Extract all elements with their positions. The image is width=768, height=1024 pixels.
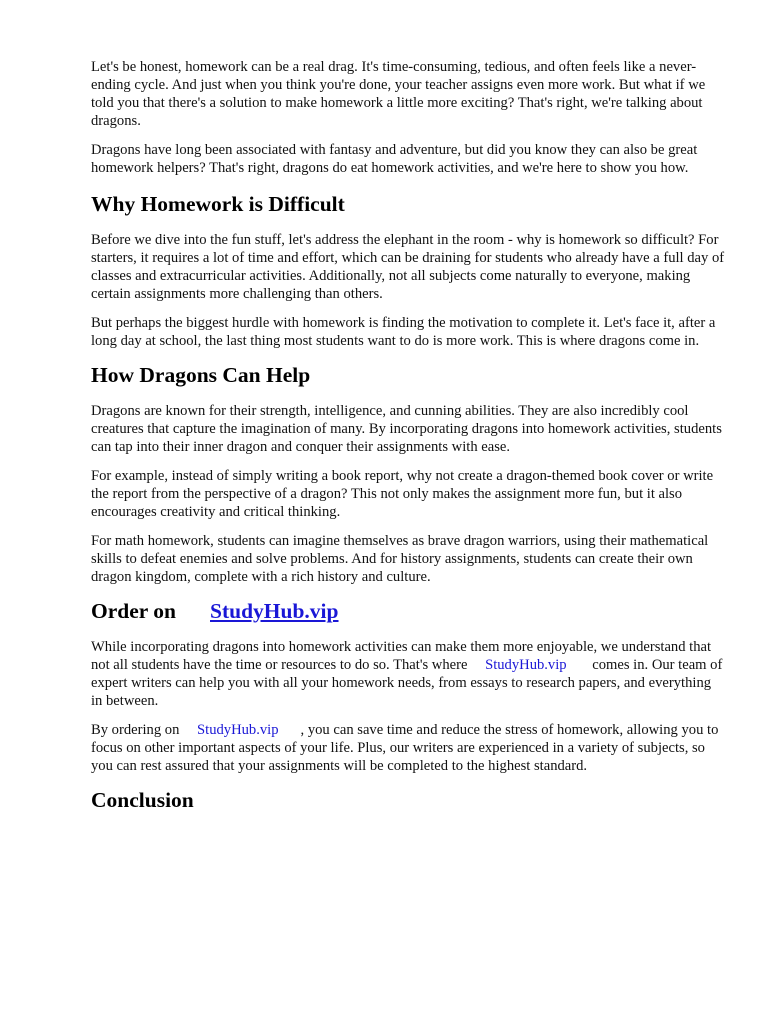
order-paragraph-1-text-start: While incorporating dragons into homework activities can make them more enjoyable, we understand that not all students have the time or resources to do so. That's where xyxy=(91,639,712,673)
document-page xyxy=(91,58,725,827)
studyhub-inline-link-1[interactable]: StudyHub.vip xyxy=(485,657,567,673)
order-paragraph-2-text-end: , you can save time and reduce the stress of homework, allowing you to focus on other important aspects of your life. Plus, our writers are experienced in a variety of subjects, so you can rest assured that your assignments will be completed to the highest standard. xyxy=(91,722,719,774)
order-paragraph-1-text-end: comes in. Our team of expert writers can help you with all your homework needs, from essays to research papers, and everything in between. xyxy=(91,657,723,709)
difficulty-paragraph-2: But perhaps the biggest hurdle with homework is finding the motivation to complete it. Let's face it, after a long day at school, the last thing most students want to do is more work. This is where dragons come in. xyxy=(91,315,716,349)
order-paragraph-2-text-start: By ordering on xyxy=(91,722,180,738)
heading-order-on xyxy=(91,598,725,624)
heading-order-on-text: Order on xyxy=(91,599,177,623)
dragons-paragraph-1: Dragons are known for their strength, intelligence, and cunning abilities. They are also incredibly cool creatures that capture the imagination of many. By incorporating dragons into homework activities, students can tap into their inner dragon and conquer their assignments with ease. xyxy=(91,403,722,455)
intro-paragraph-2: Dragons have long been associated with fantasy and adventure, but did you know they can also be great homework helpers? That's right, dragons do eat homework activities, and we're here to show you how. xyxy=(91,142,698,176)
heading-why-homework-is-difficult: Why Homework is Difficult xyxy=(91,192,345,216)
dragons-paragraph-3: For math homework, students can imagine themselves as brave dragon warriors, using their mathematical skills to defeat enemies and solve problems. And for history assignments, students can create their own dragon kingdom, complete with a rich history and culture. xyxy=(91,533,709,585)
difficulty-paragraph-1: Before we dive into the fun stuff, let's address the elephant in the room - why is homework so difficult? For starters, it requires a lot of time and effort, which can be draining for students who already have a full day of classes and extracurricular activities. Additionally, not all subjects come naturally to everyone, making certain assignments more challenging than others. xyxy=(91,232,725,302)
dragons-paragraph-2: For example, instead of simply writing a book report, why not create a dragon-themed book cover or write the report from the perspective of a dragon? This not only makes the assignment more fun, but it also encourages creativity and critical thinking. xyxy=(91,468,714,520)
order-paragraph-1 xyxy=(91,638,725,710)
intro-paragraph-1: Let's be honest, homework can be a real drag. It's time-consuming, tedious, and often feels like a never-ending cycle. And just when you think you're done, your teacher assigns even more work. But what if we told you that there's a solution to make homework a little more exciting? That's right, we're talking about dragons. xyxy=(91,59,706,129)
studyhub-heading-link[interactable]: StudyHub.vip xyxy=(210,599,339,623)
heading-conclusion: Conclusion xyxy=(91,788,194,812)
studyhub-inline-link-2[interactable]: StudyHub.vip xyxy=(197,722,279,738)
heading-how-dragons-can-help: How Dragons Can Help xyxy=(91,363,311,387)
order-paragraph-2 xyxy=(91,721,725,775)
